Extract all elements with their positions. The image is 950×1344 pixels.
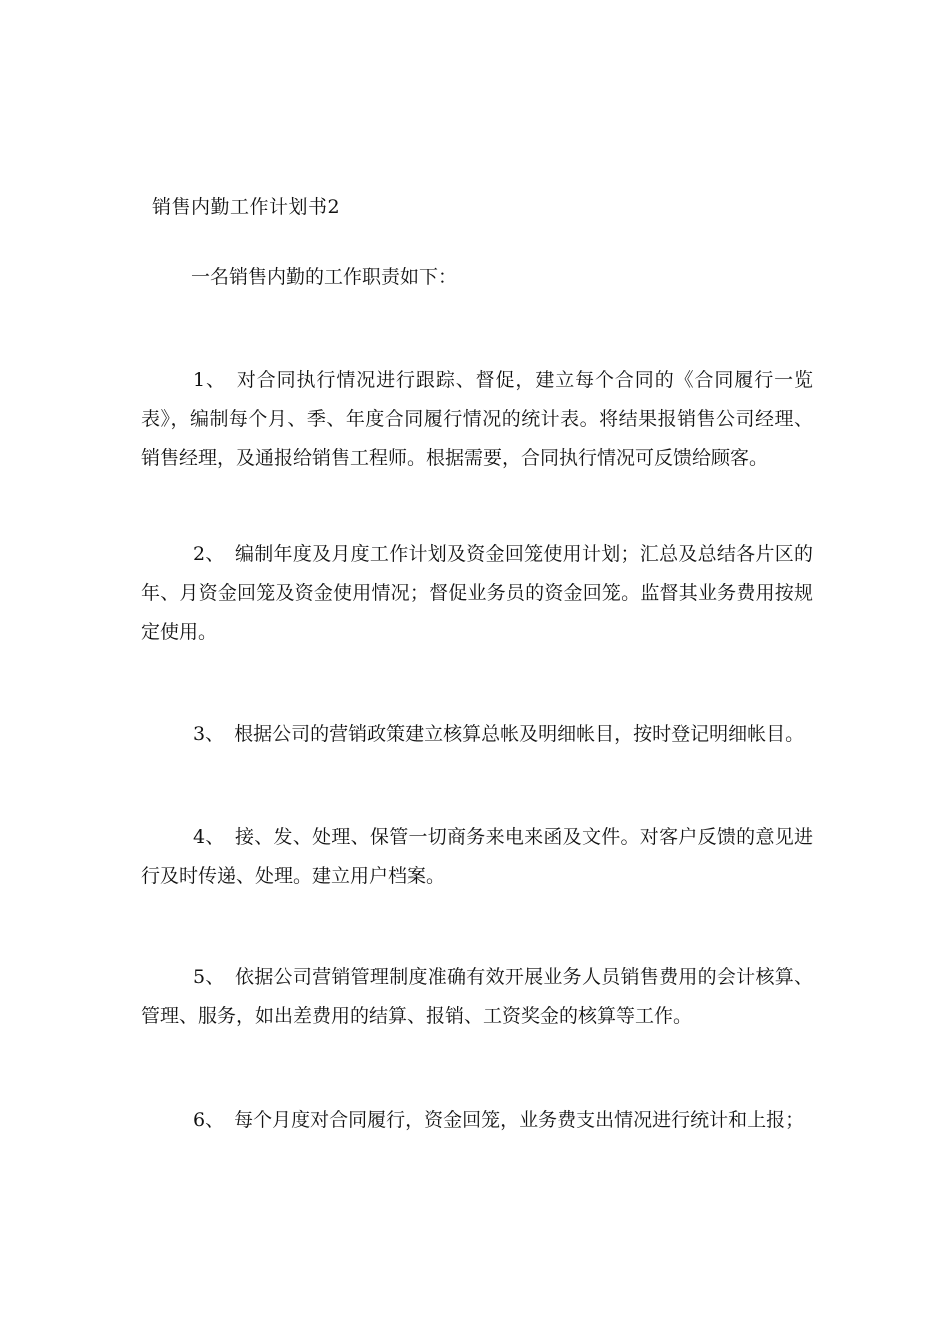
duty-item-5 bbox=[141, 958, 813, 1036]
duty-item-number: 5、 bbox=[193, 966, 225, 988]
duty-item-6 bbox=[141, 1101, 813, 1140]
duty-item-number: 1、 bbox=[193, 369, 226, 391]
duty-item-2 bbox=[141, 535, 813, 652]
duty-item-number: 3、 bbox=[193, 723, 225, 745]
duty-item-3 bbox=[141, 715, 813, 754]
duty-item-number: 2、 bbox=[193, 543, 225, 565]
duty-item-text: 编制年度及月度工作计划及资金回笼使用计划；汇总及总结各片区的年、月资金回笼及资金使用情况；督促业务员的资金回笼。监督其业务费用按规定使用。 bbox=[141, 543, 814, 643]
duty-item-text: 依据公司营销管理制度准确有效开展业务人员销售费用的会计核算、管理、服务，如出差费用的结算、报销、工资奖金的核算等工作。 bbox=[141, 966, 814, 1027]
intro-text: 一名销售内勤的工作职责如下： bbox=[191, 266, 458, 288]
document-title: 销售内勤工作计划书2 bbox=[152, 196, 341, 218]
duty-item-1 bbox=[141, 361, 813, 478]
duty-item-text: 根据公司的营销政策建立核算总帐及明细帐目，按时登记明细帐目。 bbox=[234, 723, 805, 745]
duty-item-number: 6、 bbox=[193, 1109, 225, 1131]
duty-item-number: 4、 bbox=[193, 826, 225, 848]
duty-item-text: 每个月度对合同履行，资金回笼，业务费支出情况进行统计和上报； bbox=[234, 1109, 805, 1131]
duty-item-text: 接、发、处理、保管一切商务来电来函及文件。对客户反馈的意见进行及时传递、处理。建立用户档案。 bbox=[141, 826, 814, 887]
duty-item-text: 对合同执行情况进行跟踪、督促，建立每个合同的《合同履行一览表》，编制每个月、季、年度合同履行情况的统计表。将结果报销售公司经理、销售经理，及通报给销售工程师。根据需要，合同执行情况可反馈给顾客。 bbox=[141, 369, 813, 469]
duty-item-4 bbox=[141, 818, 813, 896]
